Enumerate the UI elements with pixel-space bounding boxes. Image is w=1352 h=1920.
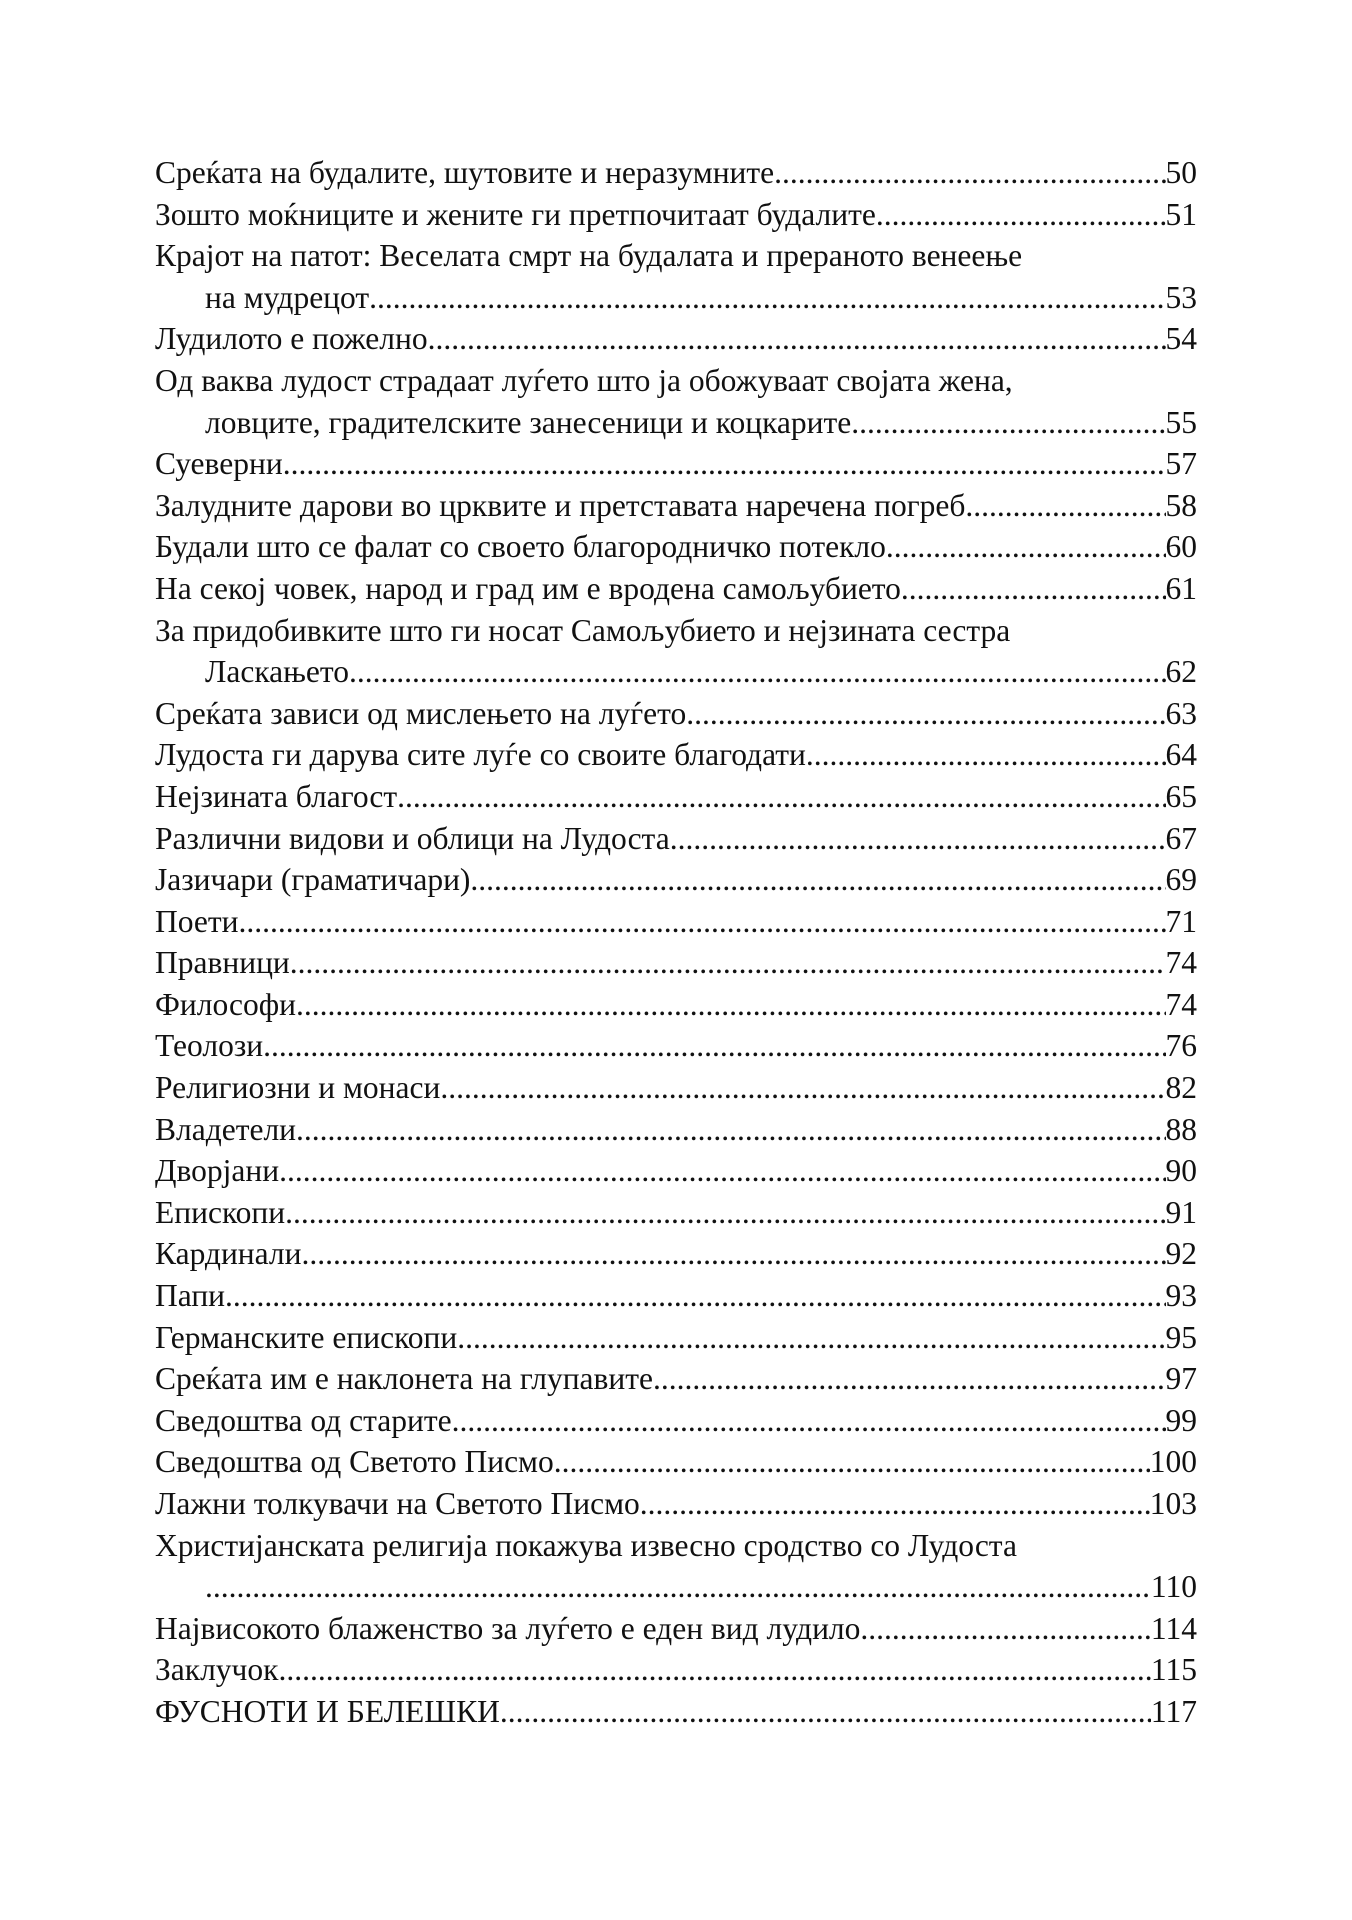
toc-entry-title: Владетели <box>155 1111 297 1147</box>
dot-leader <box>886 526 1166 568</box>
toc-entry-row <box>155 1566 1197 1608</box>
dot-leader <box>686 693 1165 735</box>
toc-page-number: 100 <box>1149 1444 1197 1480</box>
toc-entry-title: Папи <box>155 1278 226 1314</box>
dot-leader <box>283 443 1166 485</box>
toc-entry-row <box>155 485 1197 527</box>
toc-entry <box>155 235 1197 318</box>
dot-leader <box>851 402 1165 444</box>
toc-entry-row <box>155 1150 1197 1192</box>
toc-entry-title: Лудоста ги дарува сите луѓе со своите благодати <box>155 737 806 773</box>
dot-leader <box>774 152 1165 194</box>
toc-entry-row <box>155 1483 1197 1525</box>
dot-leader <box>225 1275 1165 1317</box>
toc-page-number: 82 <box>1165 1070 1197 1106</box>
toc-entry-row <box>155 1608 1197 1650</box>
toc-page-number: 53 <box>1165 279 1197 315</box>
toc-page-number: 115 <box>1150 1652 1197 1688</box>
table-of-contents <box>155 152 1197 1733</box>
dot-leader <box>302 1233 1166 1275</box>
toc-page-number: 71 <box>1165 903 1197 939</box>
toc-entry-title-line: Крајот на патот: Веселата смрт на будалата и прераното венеење <box>155 238 1023 274</box>
toc-page-number: 65 <box>1165 778 1197 814</box>
toc-entry <box>155 693 1197 735</box>
toc-entry-row <box>155 1067 1197 1109</box>
toc-entry-row <box>155 152 1197 194</box>
toc-entry <box>155 859 1197 901</box>
toc-entry-row <box>155 1649 1197 1691</box>
toc-entry <box>155 1649 1197 1691</box>
toc-page-number: 67 <box>1165 820 1197 856</box>
toc-entry <box>155 610 1197 693</box>
toc-entry <box>155 1525 1197 1608</box>
toc-entry-row <box>155 568 1197 610</box>
toc-entry-row <box>155 443 1197 485</box>
toc-page-number: 117 <box>1150 1693 1197 1729</box>
toc-entry-row <box>155 901 1197 943</box>
toc-entry <box>155 1691 1197 1733</box>
toc-entry-title: Поети <box>155 903 239 939</box>
toc-page-number: 92 <box>1165 1236 1197 1272</box>
toc-page-number: 114 <box>1150 1610 1197 1646</box>
toc-entry-title: Нејзината благост <box>155 778 398 814</box>
toc-entry-title: Среќата зависи од мислењето на луѓето <box>155 695 687 731</box>
toc-page-number: 91 <box>1165 1194 1197 1230</box>
toc-entry-row <box>155 693 1197 735</box>
toc-entry-row <box>155 942 1197 984</box>
dot-leader <box>290 942 1166 984</box>
toc-entry-title: Среќата им е наклонета на глупавите <box>155 1361 654 1397</box>
dot-leader <box>901 568 1166 610</box>
toc-entry-title: Зошто моќниците и жените ги претпочитаат будалите <box>155 196 876 232</box>
toc-entry-row <box>155 734 1197 776</box>
toc-page-number: 74 <box>1165 945 1197 981</box>
toc-entry-title: Германските епископи <box>155 1319 458 1355</box>
dot-leader <box>440 1067 1165 1109</box>
toc-page-number: 63 <box>1165 695 1197 731</box>
toc-entry-title: Теолози <box>155 1028 264 1064</box>
dot-leader <box>278 1649 1150 1691</box>
toc-entry <box>155 734 1197 776</box>
dot-leader <box>397 776 1165 818</box>
dot-leader <box>369 277 1165 319</box>
dot-leader <box>670 818 1166 860</box>
toc-entry-title: Епископи <box>155 1194 286 1230</box>
toc-page-number: 93 <box>1165 1278 1197 1314</box>
toc-entry <box>155 485 1197 527</box>
toc-entry <box>155 194 1197 236</box>
toc-entry <box>155 360 1197 443</box>
toc-page-number: 58 <box>1165 487 1197 523</box>
dot-leader <box>205 1566 1151 1608</box>
toc-entry-row <box>155 402 1197 444</box>
toc-entry <box>155 818 1197 860</box>
dot-leader <box>296 984 1166 1026</box>
toc-entry <box>155 1109 1197 1151</box>
toc-entry-row <box>155 1025 1197 1067</box>
toc-entry-title: Кардинали <box>155 1236 302 1272</box>
dot-leader <box>653 1358 1165 1400</box>
toc-entry-row <box>155 1691 1197 1733</box>
toc-entry-row <box>155 1400 1197 1442</box>
toc-page-number: 54 <box>1165 321 1197 357</box>
toc-entry-row <box>155 1109 1197 1151</box>
toc-entry-row <box>155 1275 1197 1317</box>
toc-entry-row <box>155 651 1197 693</box>
toc-page-number: 90 <box>1165 1153 1197 1189</box>
toc-entry-title: Лажни толкувачи на Светото Писмо <box>155 1486 640 1521</box>
toc-page-number: 57 <box>1165 446 1197 482</box>
toc-entry-title: Дворјани <box>155 1153 280 1189</box>
toc-page-number: 61 <box>1165 570 1197 606</box>
toc-entry-title: Религиозни и монаси <box>155 1070 441 1106</box>
dot-leader <box>428 318 1166 360</box>
toc-entry <box>155 1067 1197 1109</box>
toc-entry-title: на мудрецот <box>205 279 370 315</box>
toc-entry-row <box>155 984 1197 1026</box>
toc-entry-title: Залудните дарови во црквите и претставата наречена погреб <box>155 487 966 523</box>
dot-leader <box>876 194 1166 236</box>
toc-entry-title: Ласкањето <box>205 654 349 690</box>
toc-entry-title: Суеверни <box>155 446 283 482</box>
toc-page-number: 60 <box>1165 529 1197 565</box>
dot-leader <box>470 859 1165 901</box>
toc-entry-title: Заклучок <box>155 1652 279 1688</box>
toc-entry <box>155 1192 1197 1234</box>
toc-entry <box>155 1275 1197 1317</box>
toc-entry-title: Највисокото блаженство за луѓето е еден вид лудило <box>155 1610 861 1646</box>
toc-entry-title: Лудилото е пожелно <box>155 321 428 357</box>
toc-page-number: 50 <box>1165 155 1197 190</box>
toc-page-number: 74 <box>1165 986 1197 1022</box>
dot-leader <box>285 1192 1165 1234</box>
toc-entry <box>155 1358 1197 1400</box>
dot-leader <box>457 1317 1165 1359</box>
toc-page-number: 76 <box>1165 1028 1197 1064</box>
toc-entry-title: Различни видови и облици на Лудоста <box>155 820 670 856</box>
toc-entry <box>155 984 1197 1026</box>
toc-entry <box>155 776 1197 818</box>
toc-entry-row <box>155 776 1197 818</box>
dot-leader <box>279 1150 1165 1192</box>
toc-entry <box>155 568 1197 610</box>
toc-entry <box>155 1317 1197 1359</box>
toc-entry-title-line: Христијанската религија покажува извесно сродство со Лудоста <box>155 1527 1017 1563</box>
toc-page-number: 110 <box>1150 1569 1197 1605</box>
dot-leader <box>860 1608 1151 1650</box>
toc-entry-title: Будали што се фалат со своето благородничко потекло <box>155 529 886 565</box>
toc-entry <box>155 152 1197 194</box>
toc-entry-row <box>155 318 1197 360</box>
toc-entry-title: Сведоштва од Светото Писмо <box>155 1444 554 1480</box>
toc-entry-row <box>155 277 1197 319</box>
toc-page-number: 97 <box>1165 1361 1197 1397</box>
toc-entry-title: ловците, градителските занесеници и коцкарите <box>205 404 852 440</box>
toc-page-number: 55 <box>1165 404 1197 440</box>
toc-entry <box>155 526 1197 568</box>
toc-entry <box>155 1233 1197 1275</box>
toc-entry-row <box>155 526 1197 568</box>
toc-entry-row <box>155 1441 1197 1483</box>
toc-entry-title: На секој човек, народ и град им е вродена самољубието <box>155 570 901 606</box>
dot-leader <box>806 734 1166 776</box>
toc-entry-title-line: За придобивките што ги носат Самољубието и нејзината сестра <box>155 612 1011 648</box>
toc-entry-row <box>155 1317 1197 1359</box>
toc-page-number: 95 <box>1165 1319 1197 1355</box>
toc-entry-row <box>155 1233 1197 1275</box>
dot-leader <box>500 1691 1151 1733</box>
dot-leader <box>452 1400 1166 1442</box>
toc-entry-title: ФУСНОТИ И БЕЛЕШКИ <box>155 1693 500 1729</box>
toc-page-number: 88 <box>1165 1111 1197 1147</box>
toc-page-number: 103 <box>1149 1486 1197 1521</box>
toc-entry-row <box>155 818 1197 860</box>
toc-page-number: 99 <box>1165 1402 1197 1438</box>
toc-entry <box>155 1150 1197 1192</box>
toc-entry-row <box>155 1192 1197 1234</box>
toc-page-number: 64 <box>1165 737 1197 773</box>
toc-entry-title: Философи <box>155 986 296 1022</box>
toc-entry <box>155 1483 1197 1525</box>
toc-entry <box>155 443 1197 485</box>
toc-entry <box>155 1608 1197 1650</box>
toc-page-number: 51 <box>1165 196 1197 232</box>
dot-leader <box>965 485 1165 527</box>
dot-leader <box>239 901 1166 943</box>
toc-page-number: 69 <box>1165 862 1197 898</box>
toc-entry <box>155 901 1197 943</box>
toc-entry-row <box>155 1358 1197 1400</box>
toc-entry-row <box>155 859 1197 901</box>
dot-leader <box>263 1025 1165 1067</box>
dot-leader <box>640 1483 1150 1525</box>
toc-entry <box>155 318 1197 360</box>
toc-entry-title: Сведоштва од старите <box>155 1402 452 1438</box>
toc-entry-title: Правници <box>155 945 290 981</box>
toc-entry <box>155 1025 1197 1067</box>
dot-leader <box>296 1109 1165 1151</box>
dot-leader <box>554 1441 1150 1483</box>
toc-page-number: 62 <box>1165 654 1197 690</box>
toc-entry <box>155 1400 1197 1442</box>
dot-leader <box>349 651 1166 693</box>
toc-entry-title-line: Од ваква лудост страдаат луѓето што ја обожуваат својата жена, <box>155 362 1013 398</box>
toc-entry <box>155 1441 1197 1483</box>
toc-entry-title: Јазичари (граматичари) <box>155 862 471 898</box>
toc-entry-row <box>155 194 1197 236</box>
toc-entry <box>155 942 1197 984</box>
toc-entry-title: Среќата на будалите, шутовите и неразумните <box>155 155 775 190</box>
